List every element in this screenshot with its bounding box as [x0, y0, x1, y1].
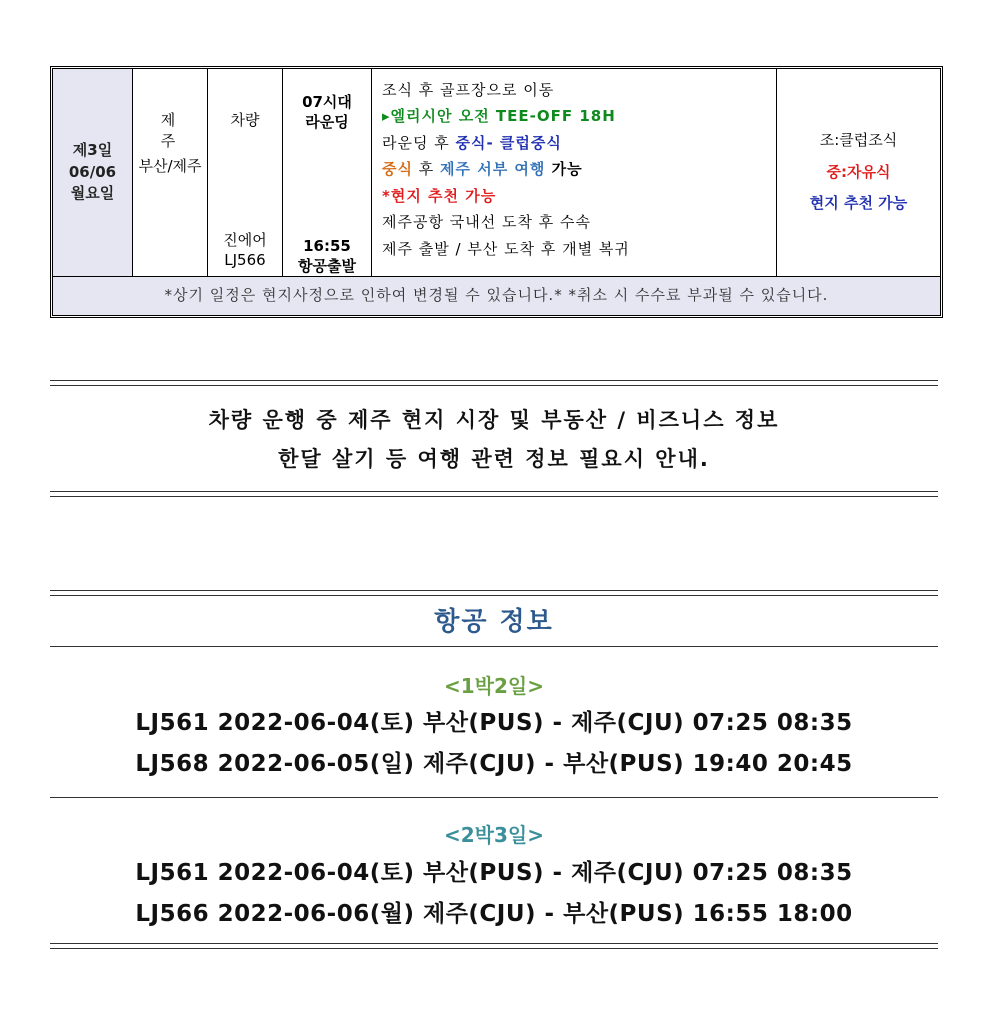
notice-text: *상기 일정은 현지사정으로 인하여 변경될 수 있습니다.* *취소 시 수수료 부과될 수 있습니다.: [53, 277, 941, 316]
flight-title-rule: [50, 646, 938, 647]
transport-top: 차량: [230, 110, 260, 129]
flag-icon: ▸: [382, 107, 391, 126]
tee-off-text: 엘리시안 오전 TEE-OFF 18H: [390, 107, 616, 126]
lunch-word: 중식: [382, 160, 413, 179]
place-bottom: 부산/제주: [138, 156, 202, 175]
meal-dinner: 현지 추천 가능: [809, 194, 908, 213]
info-line-1: 차량 운행 중 제주 현지 시장 및 부동산 / 비즈니스 정보: [208, 408, 780, 432]
transport-bottom: [208, 230, 282, 271]
place-cell: [133, 69, 208, 277]
schedule-line-6: 제주공항 국내선 도착 후 수속: [382, 213, 591, 232]
schedule-line-1: 조식 후 골프장으로 이동: [382, 80, 555, 99]
possible-word: 가능: [545, 160, 583, 179]
round-time: 07시대: [302, 92, 352, 111]
day-date: 06/06: [68, 162, 117, 181]
meal-breakfast: 조:클럽조식: [819, 130, 898, 149]
flight-divider-bottom: [50, 943, 938, 949]
day-weekday: 월요일: [70, 184, 115, 203]
info-line-2: 한달 살기 등 여행 관련 정보 필요시 안내.: [278, 447, 710, 471]
schedule-line-5: *현지 추천 가능: [382, 186, 497, 205]
itinerary-grid: [52, 68, 941, 316]
schedule-line-7: 제주 출발 / 부산 도착 후 개별 복귀: [382, 239, 630, 258]
schedule-line-2: [382, 106, 776, 133]
group-1-label: <1박2일>: [444, 674, 544, 698]
airline: 진에어: [223, 230, 267, 249]
place-top: 제주: [160, 110, 204, 151]
day-label: 제3일: [72, 140, 113, 159]
flight-row: LJ566 2022-06-06(월) 제주(CJU) - 부산(PUS) 16:55 18:00: [135, 901, 853, 927]
time-cell: [283, 69, 372, 277]
round-label: 라운딩: [305, 112, 349, 131]
day-cell: [53, 69, 133, 277]
lunch-prefix: 라운딩 후: [382, 133, 456, 152]
flight-section-title: 항공 정보: [434, 607, 554, 637]
departure-label: 항공출발: [298, 256, 356, 275]
itinerary-table: [50, 66, 943, 318]
flight-row: LJ568 2022-06-05(일) 제주(CJU) - 부산(PUS) 19:40 20:45: [135, 751, 853, 777]
flight-divider-top: [50, 590, 938, 596]
flight-row: LJ561 2022-06-04(토) 부산(PUS) - 제주(CJU) 07:25 08:35: [135, 860, 853, 886]
flight-row: LJ561 2022-06-04(토) 부산(PUS) - 제주(CJU) 07:25 08:35: [135, 710, 853, 736]
schedule-cell: [372, 69, 777, 277]
time-top: [283, 92, 371, 133]
divider-bottom: [50, 491, 938, 497]
meal-cell: [777, 69, 941, 277]
day-row: [53, 69, 941, 277]
after-word: 후: [412, 160, 441, 179]
group-divider: [50, 797, 938, 798]
group-2-label: <2박3일>: [444, 823, 544, 847]
schedule-line-3: [382, 133, 776, 160]
flight-no: LJ566: [224, 250, 266, 269]
note-row: [53, 277, 941, 316]
transport-cell: [208, 69, 283, 277]
club-lunch: 중식- 클럽중식: [455, 133, 562, 152]
meal-lunch: 중:자유식: [826, 162, 891, 181]
west-tour: 제주 서부 여행: [440, 160, 546, 179]
schedule-line-4: [382, 159, 776, 186]
departure-time: 16:55: [303, 236, 351, 255]
time-bottom: [283, 236, 371, 277]
divider-top: [50, 380, 938, 386]
